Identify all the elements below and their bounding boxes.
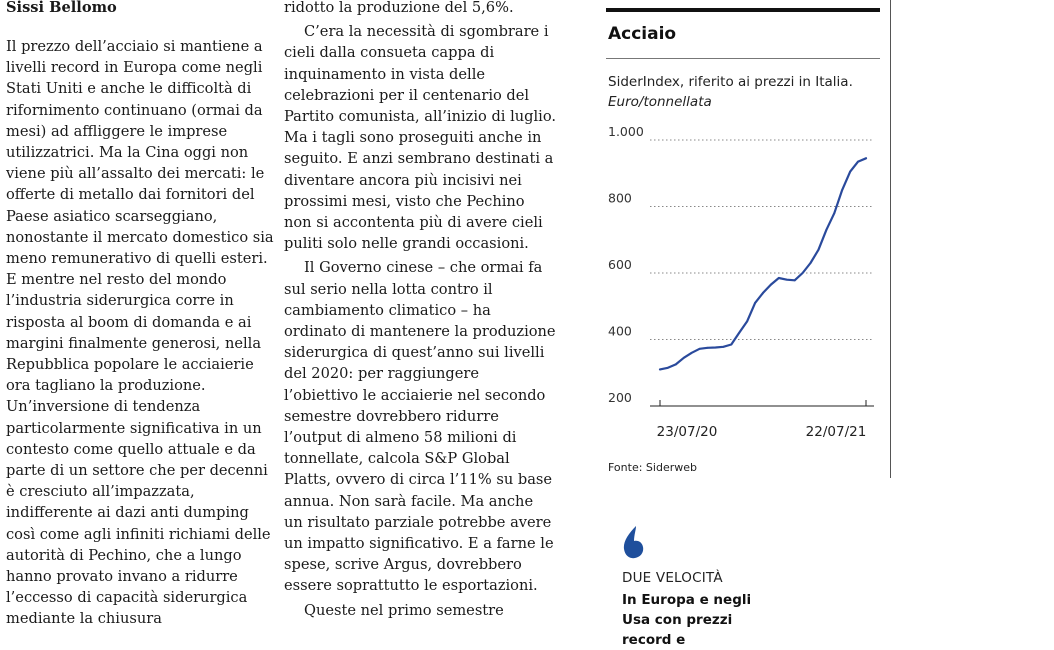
data-point [857,161,859,163]
y-tick-label: 400 [608,323,632,339]
x-tick-label: 22/07/21 [805,424,867,440]
price-line [660,158,866,369]
data-point [802,272,804,274]
data-point [865,157,867,159]
data-point [691,352,693,354]
chart-title: Acciaio [608,24,677,44]
chart-title-rule [606,58,880,59]
quote-mark-icon [620,524,648,560]
data-point [730,344,732,346]
data-point [738,332,740,334]
article-paragraph: ridotto la produzione del 5,6%. [284,0,514,16]
article-paragraph: Il prezzo dell’acciaio si mantiene a livelli record in Europa come negli Stati Uniti e anche le difficoltà di rifornimento continuano (ormai da mesi) ad affliggere le imprese utilizzatrici. Ma la Cina oggi non viene più all’assalto dei mercati: le offerte di metallo dai fornitori del Paese asiatico scarseggiano, nonostante il mercato domestico sia meno remunerativo di quelli esteri. E mentre nel resto del mondo l’industria siderurgica corre in risposta al boom di domanda e ai margini finalmente generosi, nella Repubblica popolare le acciaierie ora tagliano la produzione. Un’inversione di tendenza particolarmente significativa in un contesto come quello attuale e da parte di un settore che per decenni è cresciuto all’impazzata, indifferente ai dazi anti dumping così come agli infiniti richiami delle autorità di Pechino, che a lungo hanno provato invano a ridurre l’eccesso di capacità siderurgica mediante la chiusura [6,38,274,628]
data-point [683,357,685,359]
author-byline: Sissi Bellomo [6,0,117,16]
data-point [770,284,772,286]
chart-top-bar [606,8,880,12]
data-point [841,189,843,191]
line-chart [598,120,888,455]
data-point [818,249,820,251]
data-point [849,171,851,173]
data-point [794,279,796,281]
quote-kicker: DUE VELOCITÀ [622,570,723,586]
data-point [659,369,661,371]
chart-subtitle: SiderIndex, riferito ai prezzi in Italia. [608,74,853,90]
data-point [825,229,827,231]
quote-headline: In Europa e negli Usa con prezzi record e [622,592,752,648]
data-point [810,262,812,264]
data-point [722,346,724,348]
data-point [833,212,835,214]
x-tick-label: 23/07/20 [656,424,718,440]
data-point [667,367,669,369]
y-tick-label: 800 [608,190,632,206]
chart-source: Fonte: Siderweb [608,461,697,474]
pull-quote [596,518,756,648]
article-column-2 [284,0,556,621]
article-paragraph: Queste nel primo semestre [304,601,504,619]
data-point [699,348,701,350]
article-column-1 [6,0,274,630]
y-tick-label: 600 [608,257,632,272]
data-point [675,364,677,366]
chart-box [598,0,891,478]
article-paragraph: Il Governo cinese – che ormai fa sul serio nella lotta contro il cambiamento climatico – ha ordinato di mantenere la produzione siderurgica di quest’anno sui livelli del 2020: per raggiungere l’obiettivo le acciaierie nel secondo semestre dovrebbero ridurre l’output di almeno 58 milioni di tonnellate, calcola S&P Global Platts, ovvero di circa l’11% su base annua. Non sarà facile. Ma anche un risultato parziale potrebbe avere un impatto significativo. E a farne le spese, scrive Argus, dovrebbero essere soprattutto le esportazioni. [284,259,556,595]
y-tick-label: 200 [608,390,632,405]
data-point [762,292,764,294]
data-point [754,302,756,304]
article-paragraph: C’era la necessità di sgombrare i cieli dalla consueta cappa di inquinamento in vista delle celebrazioni per il centenario del Partito comunista, all’inizio di luglio. Ma i tagli sono proseguiti anche in seguito. E anzi sembrano destinati a diventare ancora più incisivi nei prossimi mesi, visto che Pechino non si accontenta più di avere cieli puliti solo nelle grandi occasioni. [284,23,557,253]
data-point [707,347,709,349]
data-point [778,277,780,279]
y-tick-label: 1.000 [608,124,644,139]
data-point [746,320,748,322]
chart-unit: Euro/tonnellata [608,94,712,110]
data-point [786,279,788,281]
data-point [715,347,717,349]
